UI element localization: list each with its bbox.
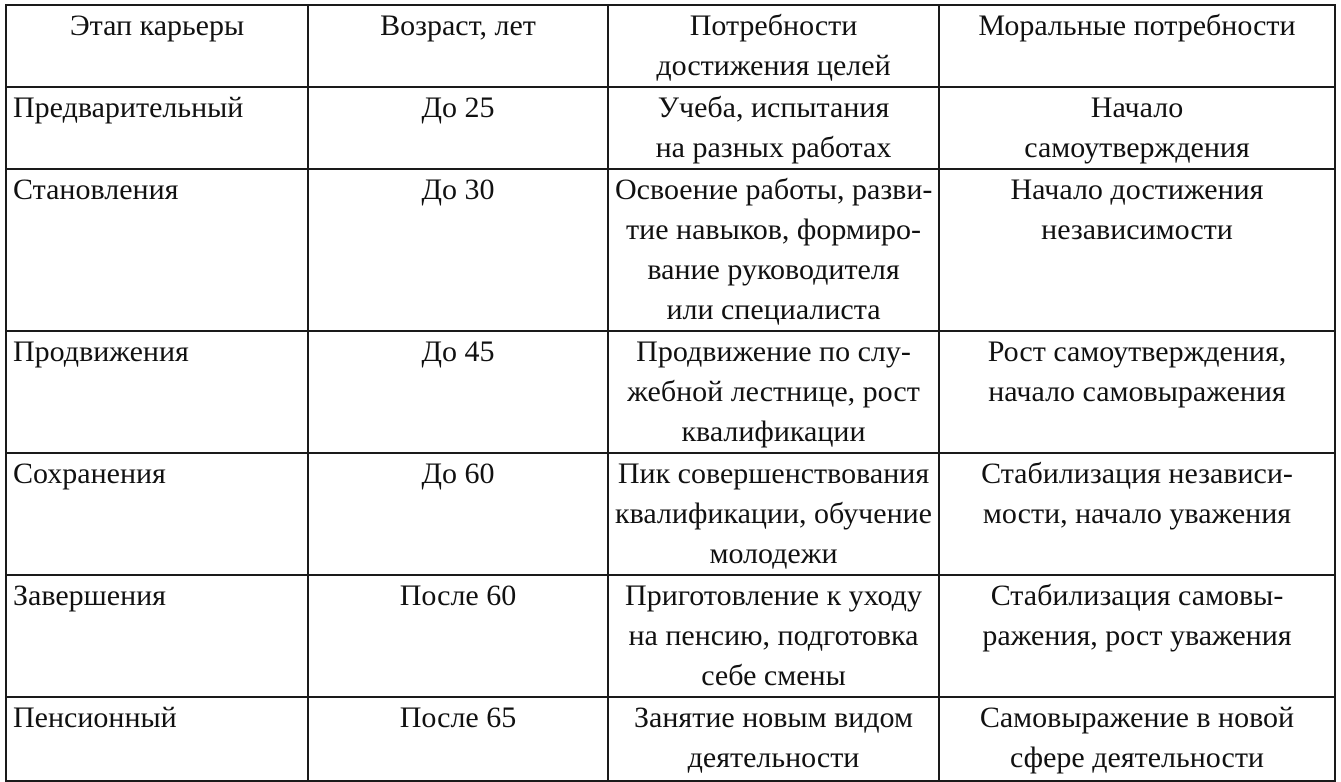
cell-text: Начало — [1090, 91, 1184, 124]
cell-text: жебной лестнице, рост — [627, 375, 920, 408]
cell-text: Учеба, испытания — [657, 91, 890, 124]
cell-text: До 30 — [421, 173, 495, 206]
header-age-text: Возраст, лет — [380, 9, 536, 42]
cell-goals — [608, 331, 939, 453]
cell-text: мости, начало уважения — [982, 497, 1292, 530]
cell-text: на пенсию, подготовка — [628, 619, 919, 652]
cell-moral — [939, 697, 1335, 781]
cell-text: на разных работах — [655, 131, 892, 164]
cell-text: тие навыков, формиро- — [626, 213, 921, 246]
cell-text: вание руководителя — [647, 253, 900, 286]
cell-goals — [608, 697, 939, 781]
cell-text: начало самовыражения — [988, 375, 1286, 408]
cell-stage — [6, 87, 308, 169]
header-goals-text-line-2: достижения целей — [656, 49, 891, 82]
cell-stage — [6, 575, 308, 697]
cell-text: квалификации, обучение — [615, 497, 932, 530]
cell-text: Пик совершенствования — [617, 457, 930, 490]
header-goals-text-line-1: Потребности — [689, 9, 858, 42]
cell-text: Начало достижения — [1010, 173, 1264, 206]
cell-goals — [608, 453, 939, 575]
cell-text: деятельности — [687, 741, 860, 774]
cell-goals — [608, 169, 939, 331]
cell-text: себе смены — [701, 659, 846, 692]
cell-text: сфере деятельности — [1010, 741, 1264, 774]
cell-stage — [6, 331, 308, 453]
cell-age — [308, 169, 608, 331]
cell-text: квалификации — [681, 415, 866, 448]
table-header-row — [6, 5, 1335, 87]
cell-text: До 45 — [421, 335, 495, 368]
cell-text: После 65 — [399, 701, 517, 734]
table-row — [6, 575, 1335, 697]
header-stage-text: Этап карьеры — [69, 9, 245, 42]
cell-stage — [6, 697, 308, 781]
cell-text: Стабилизация самовы- — [990, 579, 1284, 612]
header-goals — [608, 5, 939, 87]
cell-text: После 60 — [399, 579, 517, 612]
header-moral-text: Моральные потребности — [978, 9, 1296, 42]
table-row — [6, 453, 1335, 575]
header-stage — [6, 5, 308, 87]
header-moral — [939, 5, 1335, 87]
cell-text: До 60 — [421, 457, 495, 490]
cell-age — [308, 453, 608, 575]
cell-moral — [939, 575, 1335, 697]
cell-age — [308, 575, 608, 697]
cell-text: Становления — [13, 173, 179, 206]
cell-moral — [939, 169, 1335, 331]
cell-text: Продвижения — [13, 335, 189, 368]
cell-text: Стабилизация независи- — [981, 457, 1293, 490]
cell-text: Продвижение по слу- — [636, 335, 911, 368]
cell-age — [308, 331, 608, 453]
cell-text: Самовыражение в новой — [979, 701, 1295, 734]
cell-text: Рост самоутверждения, — [987, 335, 1287, 368]
cell-text: независимости — [1041, 213, 1233, 246]
cell-text: Занятие новым видом — [634, 701, 913, 734]
cell-stage — [6, 169, 308, 331]
cell-age — [308, 87, 608, 169]
cell-age — [308, 697, 608, 781]
cell-text: самоутверждения — [1024, 131, 1250, 164]
cell-text: Освоение работы, разви- — [615, 173, 933, 206]
table-row — [6, 697, 1335, 781]
cell-text: Приготовление к уходу — [625, 579, 922, 612]
cell-moral — [939, 331, 1335, 453]
cell-text: До 25 — [421, 91, 495, 124]
career-stages-table — [5, 4, 1336, 782]
cell-goals — [608, 575, 939, 697]
cell-moral — [939, 87, 1335, 169]
cell-text: Сохранения — [13, 457, 166, 490]
table-row — [6, 169, 1335, 331]
table-row — [6, 331, 1335, 453]
cell-goals — [608, 87, 939, 169]
header-age — [308, 5, 608, 87]
cell-text: или специалиста — [666, 293, 881, 326]
cell-text: ражения, рост уважения — [982, 619, 1292, 652]
cell-text: Предварительный — [13, 91, 244, 124]
table-row — [6, 87, 1335, 169]
cell-text: Пенсионный — [13, 701, 177, 734]
cell-moral — [939, 453, 1335, 575]
cell-text: молодежи — [709, 537, 838, 570]
cell-stage — [6, 453, 308, 575]
cell-text: Завершения — [13, 579, 166, 612]
